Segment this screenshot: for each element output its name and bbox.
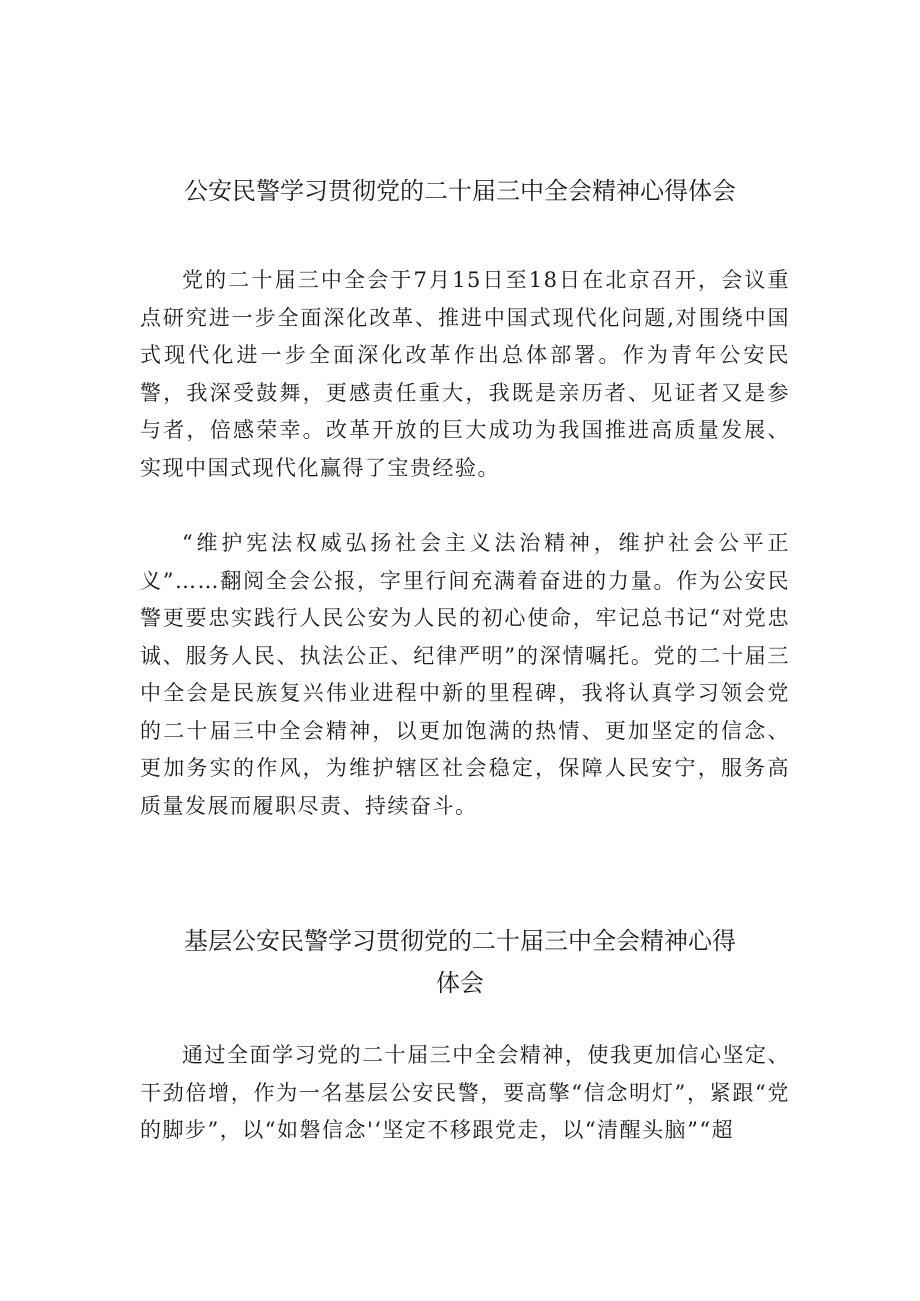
section-2-title-line-2: 体会: [436, 969, 484, 997]
section-1-paragraph-2: “维护宪法权威弘扬社会主义法治精神，维护社会公平正义”……翻阅全会公报，字里行间充满着奋进的力量。作为公安民警更要忠实践行人民公安为人民的初心使命，牢记总书记“对党忠诚、服务人民、执法公正、纪律严明”的深情嘱托。党的二十届三中全会是民族复兴伟业进程中新的里程碑，我将认真学习领会党的二十届三中全会精神，以更加饱满的热情、更加坚定的信念、更加务实的作风，为维护辖区社会稳定，保障人民安宁，服务高质量发展而履职尽责、持续奋斗。: [140, 531, 790, 818]
section-2-title: [140, 920, 780, 1004]
section-2-paragraph-1: 通过全面学习党的二十届三中全会精神，使我更加信心坚定、干劲倍增，作为一名基层公安民警，要高擎“信念明灯”，紧跟“党的脚步”，以“如磐信念'‘坚定不移跟党走，以“清醒头脑”“超: [140, 1043, 790, 1142]
section-2-title-line-1: 基层公安民警学习贯彻党的二十届三中全会精神心得: [184, 927, 736, 955]
section-1-paragraph-1: 党的二十届三中全会于7月15日至18日在北京召开，会议重点研究进一步全面深化改革、推进中国式现代化问题,对围绕中国式现代化进一步全面深化改革作出总体部署。作为青年公安民警，我深受鼓舞，更感责任重大，我既是亲历者、见证者又是参与者，倍感荣幸。改革开放的巨大成功为我国推进高质量发展、实现中国式现代化赢得了宝贵经验。: [140, 268, 790, 480]
section-1-title: 公安民警学习贯彻党的二十届三中全会精神心得体会: [184, 177, 736, 205]
